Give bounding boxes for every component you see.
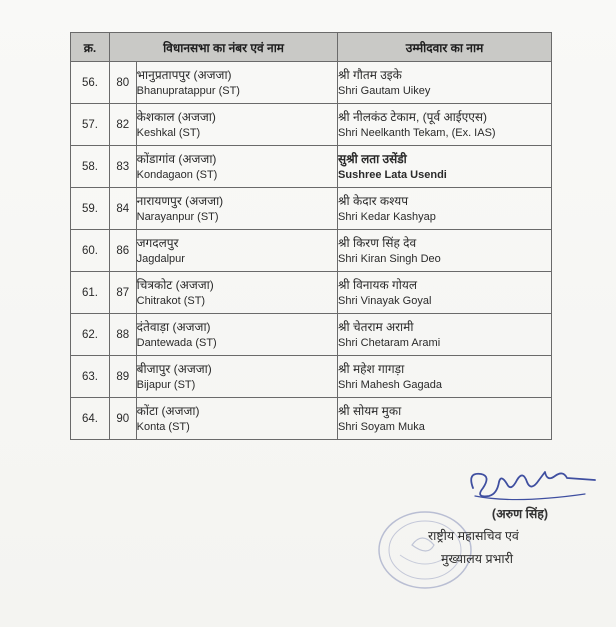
constituency-name-english: Dantewada (ST) [136,336,217,349]
constituency-name-english: Narayanpur (ST) [136,210,219,223]
constituency-number: 80 [110,62,137,104]
constituency-cell [136,188,337,230]
candidate-cell [338,62,552,104]
constituency-name-hindi: कोंटा (अजजा) [136,403,200,418]
table-row [71,230,552,272]
constituency-name-english: Jagdalpur [136,252,185,265]
table-row [71,104,552,146]
constituency-number: 90 [110,398,137,440]
signatory-designation-line2: मुख्यालय प्रभारी [441,552,513,566]
candidate-cell [338,398,552,440]
candidate-name-hindi: श्री नीलकंठ टेकाम, (पूर्व आईएएस) [338,109,487,124]
serial-cell: 59. [71,188,110,230]
constituency-name-hindi: बीजापुर (अजजा) [136,361,212,376]
signature-icon [455,462,605,510]
signatory-name: (अरुण सिंह) [491,507,549,521]
candidate-name-hindi: सुश्री लता उसेंडी [338,151,407,166]
candidate-name-english: Shri Vinayak Goyal [338,294,432,307]
candidate-name-hindi: श्री सोयम मुका [338,403,402,418]
candidate-name-english: Shri Chetaram Arami [338,336,441,349]
constituency-name-english: Keshkal (ST) [136,126,201,139]
constituency-cell [136,146,337,188]
candidate-name-english: Shri Kedar Kashyap [338,210,436,223]
candidate-name-english: Shri Neelkanth Tekam, (Ex. IAS) [338,126,496,139]
candidate-name-english: Shri Soyam Muka [338,420,425,433]
candidate-name-hindi: श्री गौतम उइके [338,67,402,82]
constituency-number: 83 [110,146,137,188]
candidate-cell [338,146,552,188]
constituency-name-english: Konta (ST) [136,420,190,433]
table-row [71,272,552,314]
signatory-designation-line1: राष्ट्रीय महासचिव एवं [428,529,519,543]
constituency-name-hindi: केशकाल (अजजा) [136,109,216,124]
candidate-cell [338,272,552,314]
candidate-cell [338,356,552,398]
table-row [71,356,552,398]
table-row [71,146,552,188]
serial-cell: 64. [71,398,110,440]
candidate-name-english: Shri Mahesh Gagada [338,378,442,391]
candidate-cell [338,314,552,356]
constituency-cell [136,356,337,398]
serial-cell: 57. [71,104,110,146]
serial-cell: 62. [71,314,110,356]
serial-cell: 58. [71,146,110,188]
constituency-name-hindi: दंतेवाड़ा (अजजा) [136,319,211,334]
candidate-cell [338,188,552,230]
constituency-name-hindi: भानुप्रतापपुर (अजजा) [136,67,232,82]
serial-cell: 61. [71,272,110,314]
candidate-table [70,32,552,440]
constituency-number: 82 [110,104,137,146]
header-serial: क्र. [71,33,110,62]
constituency-number: 88 [110,314,137,356]
header-constituency: विधानसभा का नंबर एवं नाम [110,33,338,62]
constituency-cell [136,398,337,440]
constituency-name-english: Bhanupratappur (ST) [136,84,240,97]
candidate-name-hindi: श्री महेश गागड़ा [338,361,405,376]
constituency-number: 84 [110,188,137,230]
constituency-number: 86 [110,230,137,272]
candidate-name-hindi: श्री केदार कश्यप [338,193,409,208]
constituency-name-hindi: जगदलपुर [136,235,179,250]
header-candidate: उम्मीदवार का नाम [338,33,552,62]
constituency-cell [136,314,337,356]
table-row [71,188,552,230]
serial-cell: 56. [71,62,110,104]
serial-cell: 63. [71,356,110,398]
constituency-number: 87 [110,272,137,314]
serial-cell: 60. [71,230,110,272]
candidate-name-english: Sushree Lata Usendi [338,168,447,181]
candidate-name-hindi: श्री चेतराम अरामी [338,319,414,334]
constituency-cell [136,104,337,146]
candidate-cell [338,230,552,272]
constituency-name-hindi: नारायणपुर (अजजा) [136,193,224,208]
constituency-name-english: Bijapur (ST) [136,378,196,391]
constituency-name-hindi: कोंडागांव (अजजा) [136,151,217,166]
constituency-cell [136,272,337,314]
candidate-name-english: Shri Gautam Uikey [338,84,431,97]
candidate-name-hindi: श्री किरण सिंह देव [338,235,417,250]
candidate-name-hindi: श्री विनायक गोयल [338,277,418,292]
constituency-name-hindi: चित्रकोट (अजजा) [136,277,214,292]
table-row [71,62,552,104]
candidate-name-english: Shri Kiran Singh Deo [338,252,441,265]
table-row [71,314,552,356]
constituency-name-english: Chitrakot (ST) [136,294,206,307]
constituency-name-english: Kondagaon (ST) [136,168,218,181]
constituency-cell [136,62,337,104]
table-row [71,398,552,440]
constituency-number: 89 [110,356,137,398]
table-header-row [71,33,552,62]
constituency-cell [136,230,337,272]
candidate-cell [338,104,552,146]
